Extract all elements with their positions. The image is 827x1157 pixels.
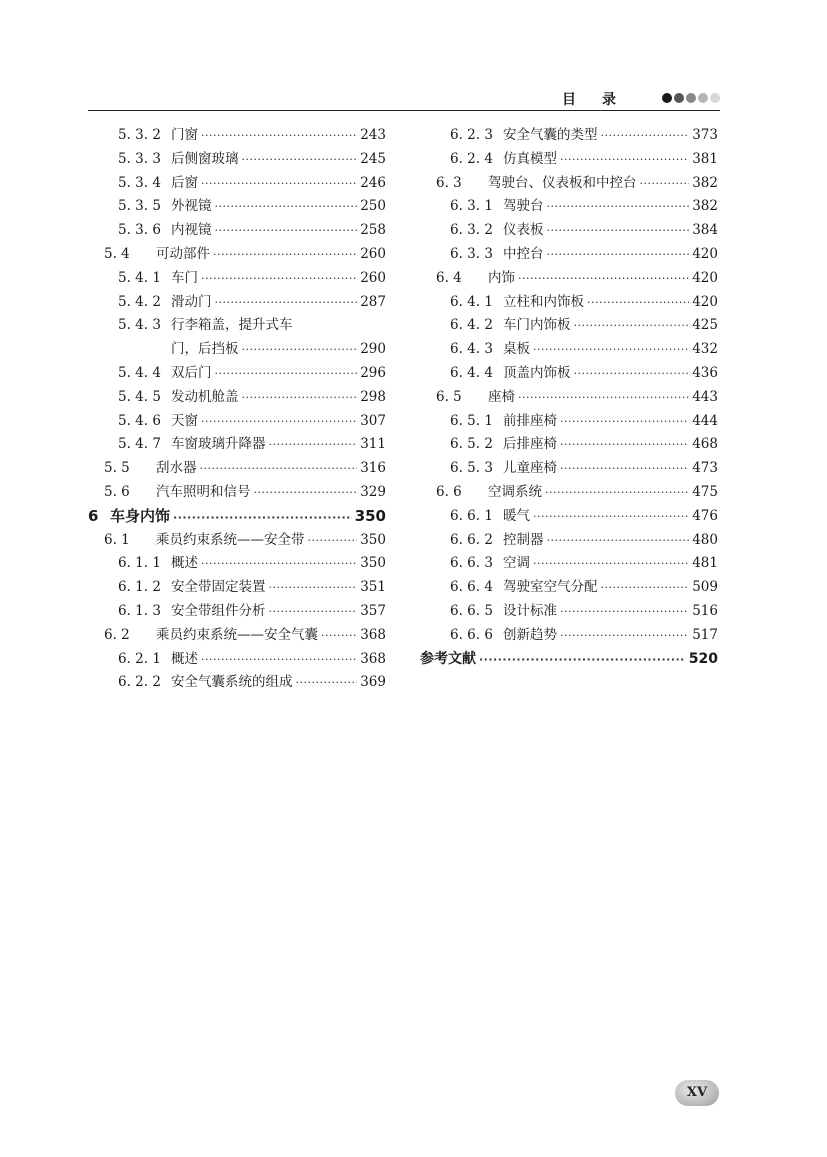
toc-entry-page: 509 — [692, 579, 718, 596]
toc-dot-leader — [545, 481, 689, 505]
toc-entry-title: 后窗 — [171, 174, 198, 191]
toc-entry-number: 6 — [88, 506, 99, 525]
toc-dot-leader — [560, 410, 689, 434]
toc-entry[interactable] — [88, 195, 386, 219]
toc-dot-leader — [533, 552, 689, 576]
toc-entry-page: 287 — [360, 293, 386, 310]
toc-entry-page: 373 — [692, 127, 718, 143]
toc-entry-page: 243 — [360, 127, 386, 143]
toc-entry-number: 6. 3 — [436, 174, 462, 191]
toc-entry-title: 车窗玻璃升降器 — [171, 436, 266, 453]
toc-entry[interactable] — [88, 624, 386, 648]
toc-entry-number: 6. 6. 5 — [450, 602, 493, 619]
toc-entry[interactable] — [88, 243, 386, 267]
toc-entry-title: 创新趋势 — [503, 626, 557, 643]
toc-entry-number: 6. 2. 2 — [118, 674, 161, 691]
toc-dot-leader — [587, 291, 689, 315]
toc-dot-leader — [560, 600, 689, 624]
toc-entry-number: 6. 4. 3 — [450, 341, 493, 358]
toc-entry-number: 5. 4. 3 — [118, 317, 161, 334]
toc-entry[interactable] — [88, 457, 386, 481]
toc-entry-page: 425 — [692, 317, 718, 334]
toc-entry-page: 420 — [692, 245, 718, 262]
toc-entry-page: 384 — [692, 222, 718, 239]
toc-entry-page: 436 — [692, 364, 718, 381]
toc-entry-number: 6. 4 — [436, 269, 462, 286]
toc-entry-title: 乘员约束系统——安全气囊 — [156, 626, 318, 643]
toc-dot-leader — [601, 576, 690, 600]
toc-entry-title: 刮水器 — [156, 460, 197, 477]
toc-entry-page: 443 — [692, 388, 718, 405]
toc-entry-number: 6. 2 — [104, 626, 130, 643]
toc-entry-number: 6. 1. 2 — [118, 579, 161, 596]
toc-entry-number: 6. 3. 2 — [450, 222, 493, 239]
toc-entry[interactable] — [88, 410, 386, 434]
toc-entry-page: 368 — [360, 650, 386, 667]
toc-entry-title: 参考文献 — [420, 650, 476, 667]
toc-entry-title: 安全气囊的类型 — [503, 127, 598, 143]
toc-entry[interactable] — [420, 291, 718, 315]
toc-entry-title: 驾驶台、仪表板和中控台 — [488, 174, 637, 191]
toc-dot-leader — [269, 600, 358, 624]
toc-entry-page: 246 — [360, 174, 386, 191]
toc-entry-page: 329 — [360, 483, 386, 500]
toc-entry[interactable] — [420, 386, 718, 410]
toc-entry[interactable] — [420, 267, 718, 291]
toc-entry-title: 概述 — [171, 555, 198, 572]
toc-entry[interactable] — [88, 481, 386, 505]
toc-entry-number: 5. 3. 3 — [118, 150, 161, 167]
toc-right-column — [420, 124, 718, 671]
toc-entry-number: 6. 4. 2 — [450, 317, 493, 334]
toc-entry-title: 天窗 — [171, 412, 198, 429]
toc-entry[interactable] — [88, 671, 386, 695]
toc-dot-leader — [601, 124, 690, 148]
toc-dot-leader — [254, 481, 358, 505]
toc-dot-leader — [173, 506, 352, 530]
toc-entry-number: 6. 2. 1 — [118, 650, 161, 667]
header-dot — [710, 93, 720, 103]
toc-entry-title: 车身内饰 — [110, 506, 171, 525]
toc-dot-leader — [242, 386, 358, 410]
toc-entry-title: 安全带组件分析 — [171, 602, 266, 619]
toc-entry[interactable] — [420, 529, 718, 553]
toc-dot-leader — [547, 195, 690, 219]
toc-entry[interactable] — [88, 362, 386, 386]
header-dot — [662, 93, 672, 103]
toc-entry[interactable] — [420, 600, 718, 624]
toc-entry-title: 内饰 — [488, 269, 515, 286]
toc-entry-title: 儿童座椅 — [503, 460, 557, 477]
toc-entry-title: 门窗 — [171, 127, 198, 143]
toc-dot-leader — [269, 433, 358, 457]
toc-entry-page: 368 — [360, 626, 386, 643]
toc-entry-title: 汽车照明和信号 — [156, 483, 251, 500]
toc-entry-number: 6. 5. 1 — [450, 412, 493, 429]
toc-entry-title: 控制器 — [503, 531, 544, 548]
toc-entry-number: 5. 4. 5 — [118, 388, 161, 405]
toc-entry-page: 473 — [692, 460, 718, 477]
toc-dot-leader — [296, 671, 358, 695]
toc-dot-leader — [215, 219, 358, 243]
toc-entry-number: 6. 4. 1 — [450, 293, 493, 310]
toc-entry-title: 仪表板 — [503, 222, 544, 239]
toc-dot-leader — [215, 195, 358, 219]
toc-entry-title: 空调系统 — [488, 483, 542, 500]
running-header — [88, 91, 720, 111]
toc-entry-page: 382 — [692, 174, 718, 191]
toc-dot-leader — [201, 552, 357, 576]
toc-dot-leader — [242, 338, 358, 362]
toc-entry-number: 5. 6 — [104, 483, 130, 500]
toc-entry-page: 307 — [360, 412, 386, 429]
toc-entry-page: 480 — [692, 531, 718, 548]
toc-dot-leader — [518, 267, 689, 291]
toc-entry-page: 350 — [354, 506, 386, 525]
toc-entry-page: 351 — [360, 579, 386, 596]
toc-entry-title: 仿真模型 — [503, 150, 557, 167]
toc-entry[interactable] — [420, 243, 718, 267]
toc-entry-title: 设计标准 — [503, 602, 557, 619]
toc-entry[interactable] — [88, 433, 386, 457]
toc-entry-number: 5. 3. 5 — [118, 198, 161, 215]
toc-entry-number: 5. 4. 4 — [118, 364, 161, 381]
toc-entry[interactable] — [88, 291, 386, 315]
toc-entry-page: 382 — [692, 198, 718, 215]
toc-entry[interactable] — [420, 124, 718, 148]
toc-entry-title: 桌板 — [503, 341, 530, 358]
toc-entry-title: 空调 — [503, 555, 530, 572]
toc-entry-title: 后排座椅 — [503, 436, 557, 453]
header-rule — [88, 110, 720, 111]
toc-entry[interactable] — [420, 172, 718, 196]
toc-entry[interactable] — [420, 410, 718, 434]
toc-entry[interactable] — [88, 314, 386, 338]
toc-dot-leader — [200, 457, 358, 481]
toc-entry-title: 前排座椅 — [503, 412, 557, 429]
toc-entry-page: 290 — [360, 341, 386, 358]
toc-dot-leader — [479, 648, 686, 672]
toc-entry-title: 门，后挡板 — [171, 341, 239, 358]
toc-entry-page: 520 — [688, 650, 718, 667]
toc-entry[interactable] — [420, 338, 718, 362]
toc-entry-page: 476 — [692, 507, 718, 524]
toc-entry[interactable] — [88, 267, 386, 291]
toc-entry-title: 可动部件 — [156, 245, 210, 262]
header-dot — [674, 93, 684, 103]
toc-entry-title: 立柱和内饰板 — [503, 293, 584, 310]
toc-entry-page: 432 — [692, 341, 718, 358]
toc-entry-number: 6. 1. 3 — [118, 602, 161, 619]
toc-entry-title: 滑动门 — [171, 293, 212, 310]
toc-entry[interactable] — [88, 124, 386, 148]
toc-dot-leader — [215, 291, 358, 315]
toc-entry-page: 468 — [692, 436, 718, 453]
toc-dot-leader — [215, 362, 358, 386]
toc-entry-number: 5. 4. 7 — [118, 436, 161, 453]
toc-entry-page: 311 — [360, 436, 386, 453]
toc-entry[interactable] — [88, 576, 386, 600]
toc-chapter-entry[interactable] — [88, 505, 386, 529]
toc-entry-number: 6. 6. 3 — [450, 555, 493, 572]
toc-dot-leader — [201, 410, 357, 434]
toc-dot-leader — [547, 529, 690, 553]
toc-dot-leader — [269, 576, 358, 600]
toc-entry-title: 车门 — [171, 269, 198, 286]
toc-entry-title: 车门内饰板 — [503, 317, 571, 334]
toc-dot-leader — [574, 362, 690, 386]
toc-entry[interactable] — [88, 386, 386, 410]
toc-entry-page: 516 — [692, 602, 718, 619]
toc-entry-number: 5. 4. 6 — [118, 412, 161, 429]
header-title: 目录 — [562, 92, 642, 108]
toc-references-entry[interactable] — [420, 648, 718, 672]
toc-dot-leader — [213, 243, 357, 267]
toc-dot-leader — [533, 338, 689, 362]
toc-entry-number: 6. 2. 3 — [450, 127, 493, 143]
toc-entry-number: 6. 3. 1 — [450, 198, 493, 215]
toc-entry-number: 6. 6. 4 — [450, 579, 493, 596]
toc-entry[interactable] — [420, 457, 718, 481]
toc-entry-page: 420 — [692, 293, 718, 310]
toc-entry-title: 安全气囊系统的组成 — [171, 674, 293, 691]
toc-entry[interactable] — [420, 362, 718, 386]
toc-left-column — [88, 124, 386, 695]
toc-entry-title: 双后门 — [171, 364, 212, 381]
toc-entry-number: 6. 1 — [104, 531, 130, 548]
toc-dot-leader — [560, 148, 689, 172]
toc-entry[interactable] — [420, 219, 718, 243]
toc-entry-number: 6. 3. 3 — [450, 245, 493, 262]
toc-entry-title: 行李箱盖，提升式车 — [171, 317, 293, 334]
toc-entry[interactable] — [88, 172, 386, 196]
toc-entry[interactable] — [420, 505, 718, 529]
toc-entry-page: 245 — [360, 150, 386, 167]
header-dot — [686, 93, 696, 103]
toc-dot-leader — [308, 529, 358, 553]
toc-dot-leader — [640, 172, 690, 196]
toc-dot-leader — [242, 148, 358, 172]
toc-entry[interactable] — [420, 195, 718, 219]
toc-entry-number: 6. 6 — [436, 483, 462, 500]
toc-entry[interactable] — [88, 148, 386, 172]
toc-entry-page: 381 — [692, 150, 718, 167]
toc-entry-number: 6. 2. 4 — [450, 150, 493, 167]
toc-dot-leader — [547, 243, 690, 267]
toc-entry[interactable] — [420, 576, 718, 600]
toc-entry-title: 中控台 — [503, 245, 544, 262]
toc-entry-page: 296 — [360, 364, 386, 381]
toc-entry[interactable] — [420, 481, 718, 505]
toc-entry-page: 420 — [692, 269, 718, 286]
toc-entry-number: 6. 4. 4 — [450, 364, 493, 381]
toc-entry-page: 298 — [360, 388, 386, 405]
toc-entry-page: 258 — [360, 222, 386, 239]
toc-entry-number: 6. 6. 6 — [450, 626, 493, 643]
toc-entry-title: 概述 — [171, 650, 198, 667]
toc-dot-leader — [560, 457, 689, 481]
toc-entry-page: 316 — [360, 460, 386, 477]
toc-entry-page: 444 — [692, 412, 718, 429]
toc-entry-page: 250 — [360, 198, 386, 215]
toc-entry[interactable] — [420, 433, 718, 457]
toc-entry-number: 5. 3. 6 — [118, 222, 161, 239]
toc-entry[interactable] — [420, 552, 718, 576]
toc-entry-title: 后侧窗玻璃 — [171, 150, 239, 167]
toc-entry-number: 5. 3. 2 — [118, 127, 161, 143]
toc-entry-page: 350 — [360, 531, 386, 548]
toc-entry-title: 乘员约束系统——安全带 — [156, 531, 305, 548]
toc-entry[interactable] — [88, 648, 386, 672]
toc-entry[interactable] — [420, 624, 718, 648]
toc-entry-number: 6. 1. 1 — [118, 555, 161, 572]
toc-entry[interactable] — [88, 219, 386, 243]
toc-dot-leader — [201, 267, 357, 291]
toc-entry-number: 6. 5. 3 — [450, 460, 493, 477]
toc-entry-number: 5. 5 — [104, 460, 130, 477]
toc-entry-page: 481 — [692, 555, 718, 572]
page-number-badge: XV — [675, 1080, 719, 1106]
toc-entry-title: 安全带固定装置 — [171, 579, 266, 596]
toc-entry[interactable] — [88, 338, 386, 362]
toc-dot-leader — [560, 624, 689, 648]
header-dot — [698, 93, 708, 103]
toc-entry[interactable] — [420, 314, 718, 338]
toc-dot-leader — [574, 314, 690, 338]
toc-entry-number: 6. 6. 2 — [450, 531, 493, 548]
toc-entry[interactable] — [88, 600, 386, 624]
toc-dot-leader — [201, 172, 357, 196]
toc-entry-page: 350 — [360, 555, 386, 572]
toc-entry-title: 座椅 — [488, 388, 515, 405]
toc-entry-title: 外视镜 — [171, 198, 212, 215]
header-dots — [662, 93, 720, 105]
toc-entry-number: 5. 4. 1 — [118, 269, 161, 286]
toc-entry-number: 6. 5. 2 — [450, 436, 493, 453]
toc-entry-title: 驾驶台 — [503, 198, 544, 215]
toc-entry-number: 5. 4 — [104, 245, 130, 262]
toc-entry-number: 6. 6. 1 — [450, 507, 493, 524]
toc-entry-page: 369 — [360, 674, 386, 691]
toc-entry-page: 357 — [360, 602, 386, 619]
toc-entry-title: 顶盖内饰板 — [503, 364, 571, 381]
toc-dot-leader — [201, 124, 357, 148]
toc-dot-leader — [321, 624, 357, 648]
toc-entry-title: 暖气 — [503, 507, 530, 524]
toc-dot-leader — [547, 219, 690, 243]
toc-dot-leader — [201, 648, 357, 672]
toc-entry-page: 260 — [360, 245, 386, 262]
toc-entry-page: 260 — [360, 269, 386, 286]
toc-dot-leader — [533, 505, 689, 529]
toc-entry-page: 475 — [692, 483, 718, 500]
toc-entry-number: 5. 3. 4 — [118, 174, 161, 191]
toc-dot-leader — [560, 433, 689, 457]
toc-entry-number: 6. 5 — [436, 388, 462, 405]
toc-entry-title: 内视镜 — [171, 222, 212, 239]
toc-entry-page: 517 — [692, 626, 718, 643]
toc-entry-number: 5. 4. 2 — [118, 293, 161, 310]
toc-entry[interactable] — [88, 529, 386, 553]
toc-entry[interactable] — [420, 148, 718, 172]
toc-entry-title: 驾驶室空气分配 — [503, 579, 598, 596]
toc-entry[interactable] — [88, 552, 386, 576]
toc-entry-title: 发动机舱盖 — [171, 388, 239, 405]
toc-dot-leader — [518, 386, 689, 410]
